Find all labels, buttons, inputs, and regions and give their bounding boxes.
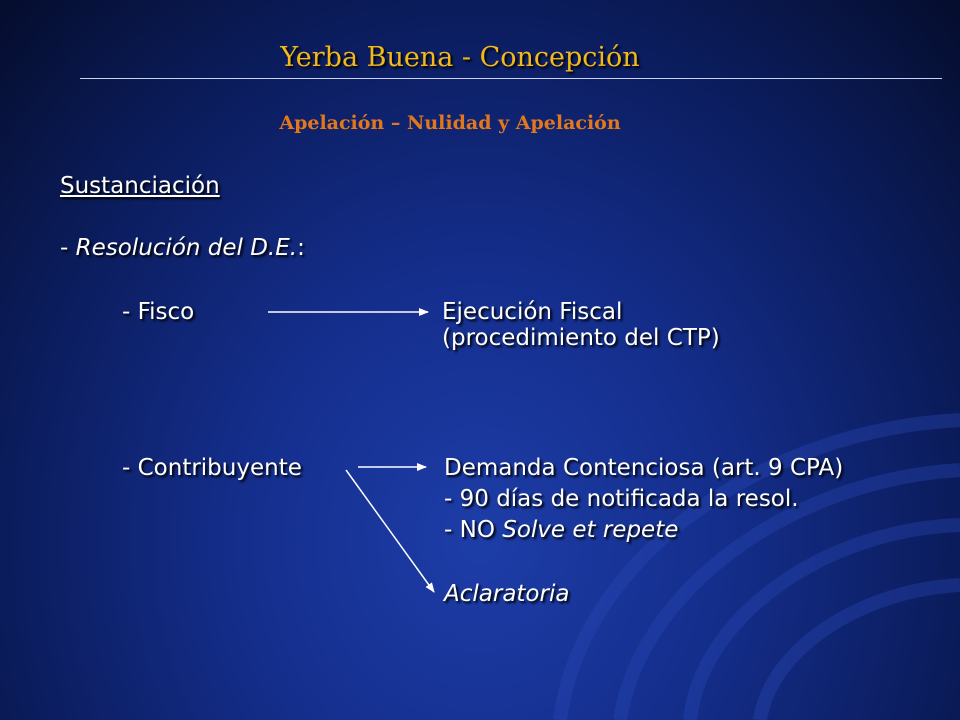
aclaratoria-arrow: [346, 470, 434, 592]
resolution-colon: :: [297, 235, 305, 261]
section-heading: Sustanciación: [60, 173, 220, 199]
point-2-italic: Solve et repete: [502, 517, 679, 543]
resolution-label: Resolución del D.E.: [75, 235, 298, 261]
fisco-result-line1: Ejecución Fiscal: [442, 299, 623, 325]
slide-subtitle: Apelación – Nulidad y Apelación: [279, 112, 621, 134]
fisco-label: - Fisco: [122, 299, 195, 325]
fisco-result-line2: (procedimiento del CTP): [442, 325, 720, 351]
contribuyente-point-1: - 90 días de notificada la resol.: [444, 486, 799, 512]
aclaratoria-label: Aclaratoria: [444, 581, 570, 607]
point-2-prefix: - NO: [444, 517, 503, 543]
slide-title: Yerba Buena - Concepción: [280, 42, 640, 73]
contribuyente-label: - Contribuyente: [122, 455, 302, 481]
resolution-dash: -: [60, 235, 76, 261]
contribuyente-result: Demanda Contenciosa (art. 9 CPA): [444, 455, 844, 481]
